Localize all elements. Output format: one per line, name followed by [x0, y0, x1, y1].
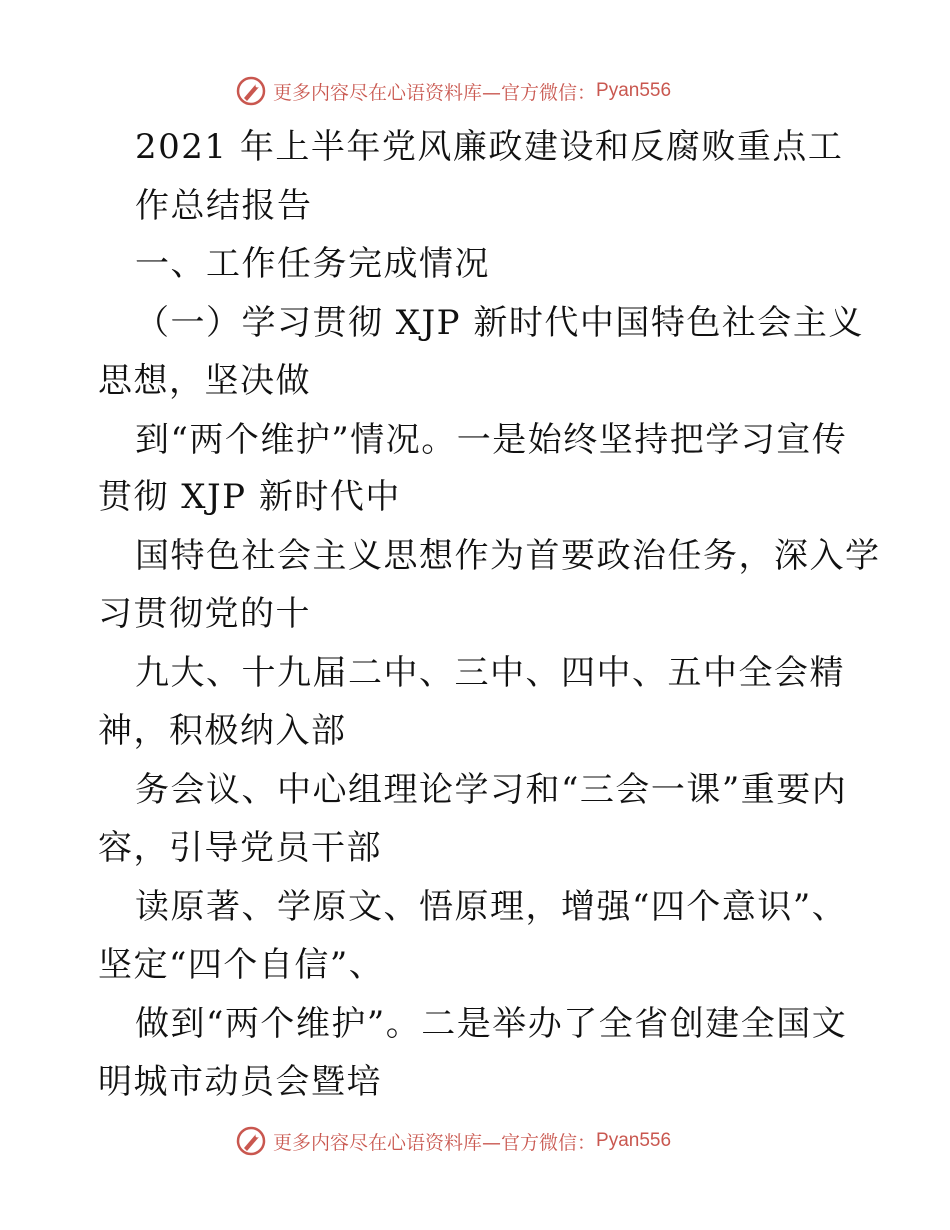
watermark-wechat-id: Pyan556 — [596, 80, 672, 101]
body-line: 习贯彻党的十 — [98, 594, 311, 634]
body-line: 容，引导党员干部 — [98, 828, 382, 868]
body-line: 明城市动员会暨培 — [98, 1062, 382, 1102]
section-heading: 一、工作任务完成情况 — [135, 244, 490, 284]
watermark-text: 更多内容尽在心语资料库—官方微信： — [273, 81, 597, 104]
body-line: （一）学习贯彻 XJP 新时代中国特色社会主义 — [135, 303, 864, 343]
body-line: 贯彻 XJP 新时代中 — [98, 477, 401, 517]
body-line: 坚定“四个自信”、 — [98, 945, 385, 985]
document-title-line-1: 2021 年上半年党风廉政建设和反腐败重点工 — [135, 127, 844, 167]
body-line: 到“两个维护”情况。一是始终坚持把学习宣传 — [135, 420, 848, 460]
pen-logo-icon — [235, 75, 267, 107]
document-title-line-2: 作总结报告 — [135, 186, 313, 226]
body-line: 务会议、中心组理论学习和“三会一课”重要内 — [135, 770, 848, 810]
body-line: 思想，坚决做 — [98, 361, 311, 401]
header-watermark — [235, 74, 671, 108]
body-line: 九大、十九届二中、三中、四中、五中全会精 — [135, 653, 845, 693]
body-line: 做到“两个维护”。二是举办了全省创建全国文 — [135, 1004, 848, 1044]
body-line: 读原著、学原文、悟原理，增强“四个意识”、 — [135, 887, 848, 927]
watermark-text: 更多内容尽在心语资料库—官方微信： — [273, 1131, 597, 1154]
pen-logo-icon — [235, 1125, 267, 1157]
watermark-wechat-id: Pyan556 — [596, 1130, 672, 1151]
body-line: 神，积极纳入部 — [98, 711, 347, 751]
body-line: 国特色社会主义思想作为首要政治任务，深入学 — [135, 536, 881, 576]
footer-watermark — [235, 1124, 671, 1158]
